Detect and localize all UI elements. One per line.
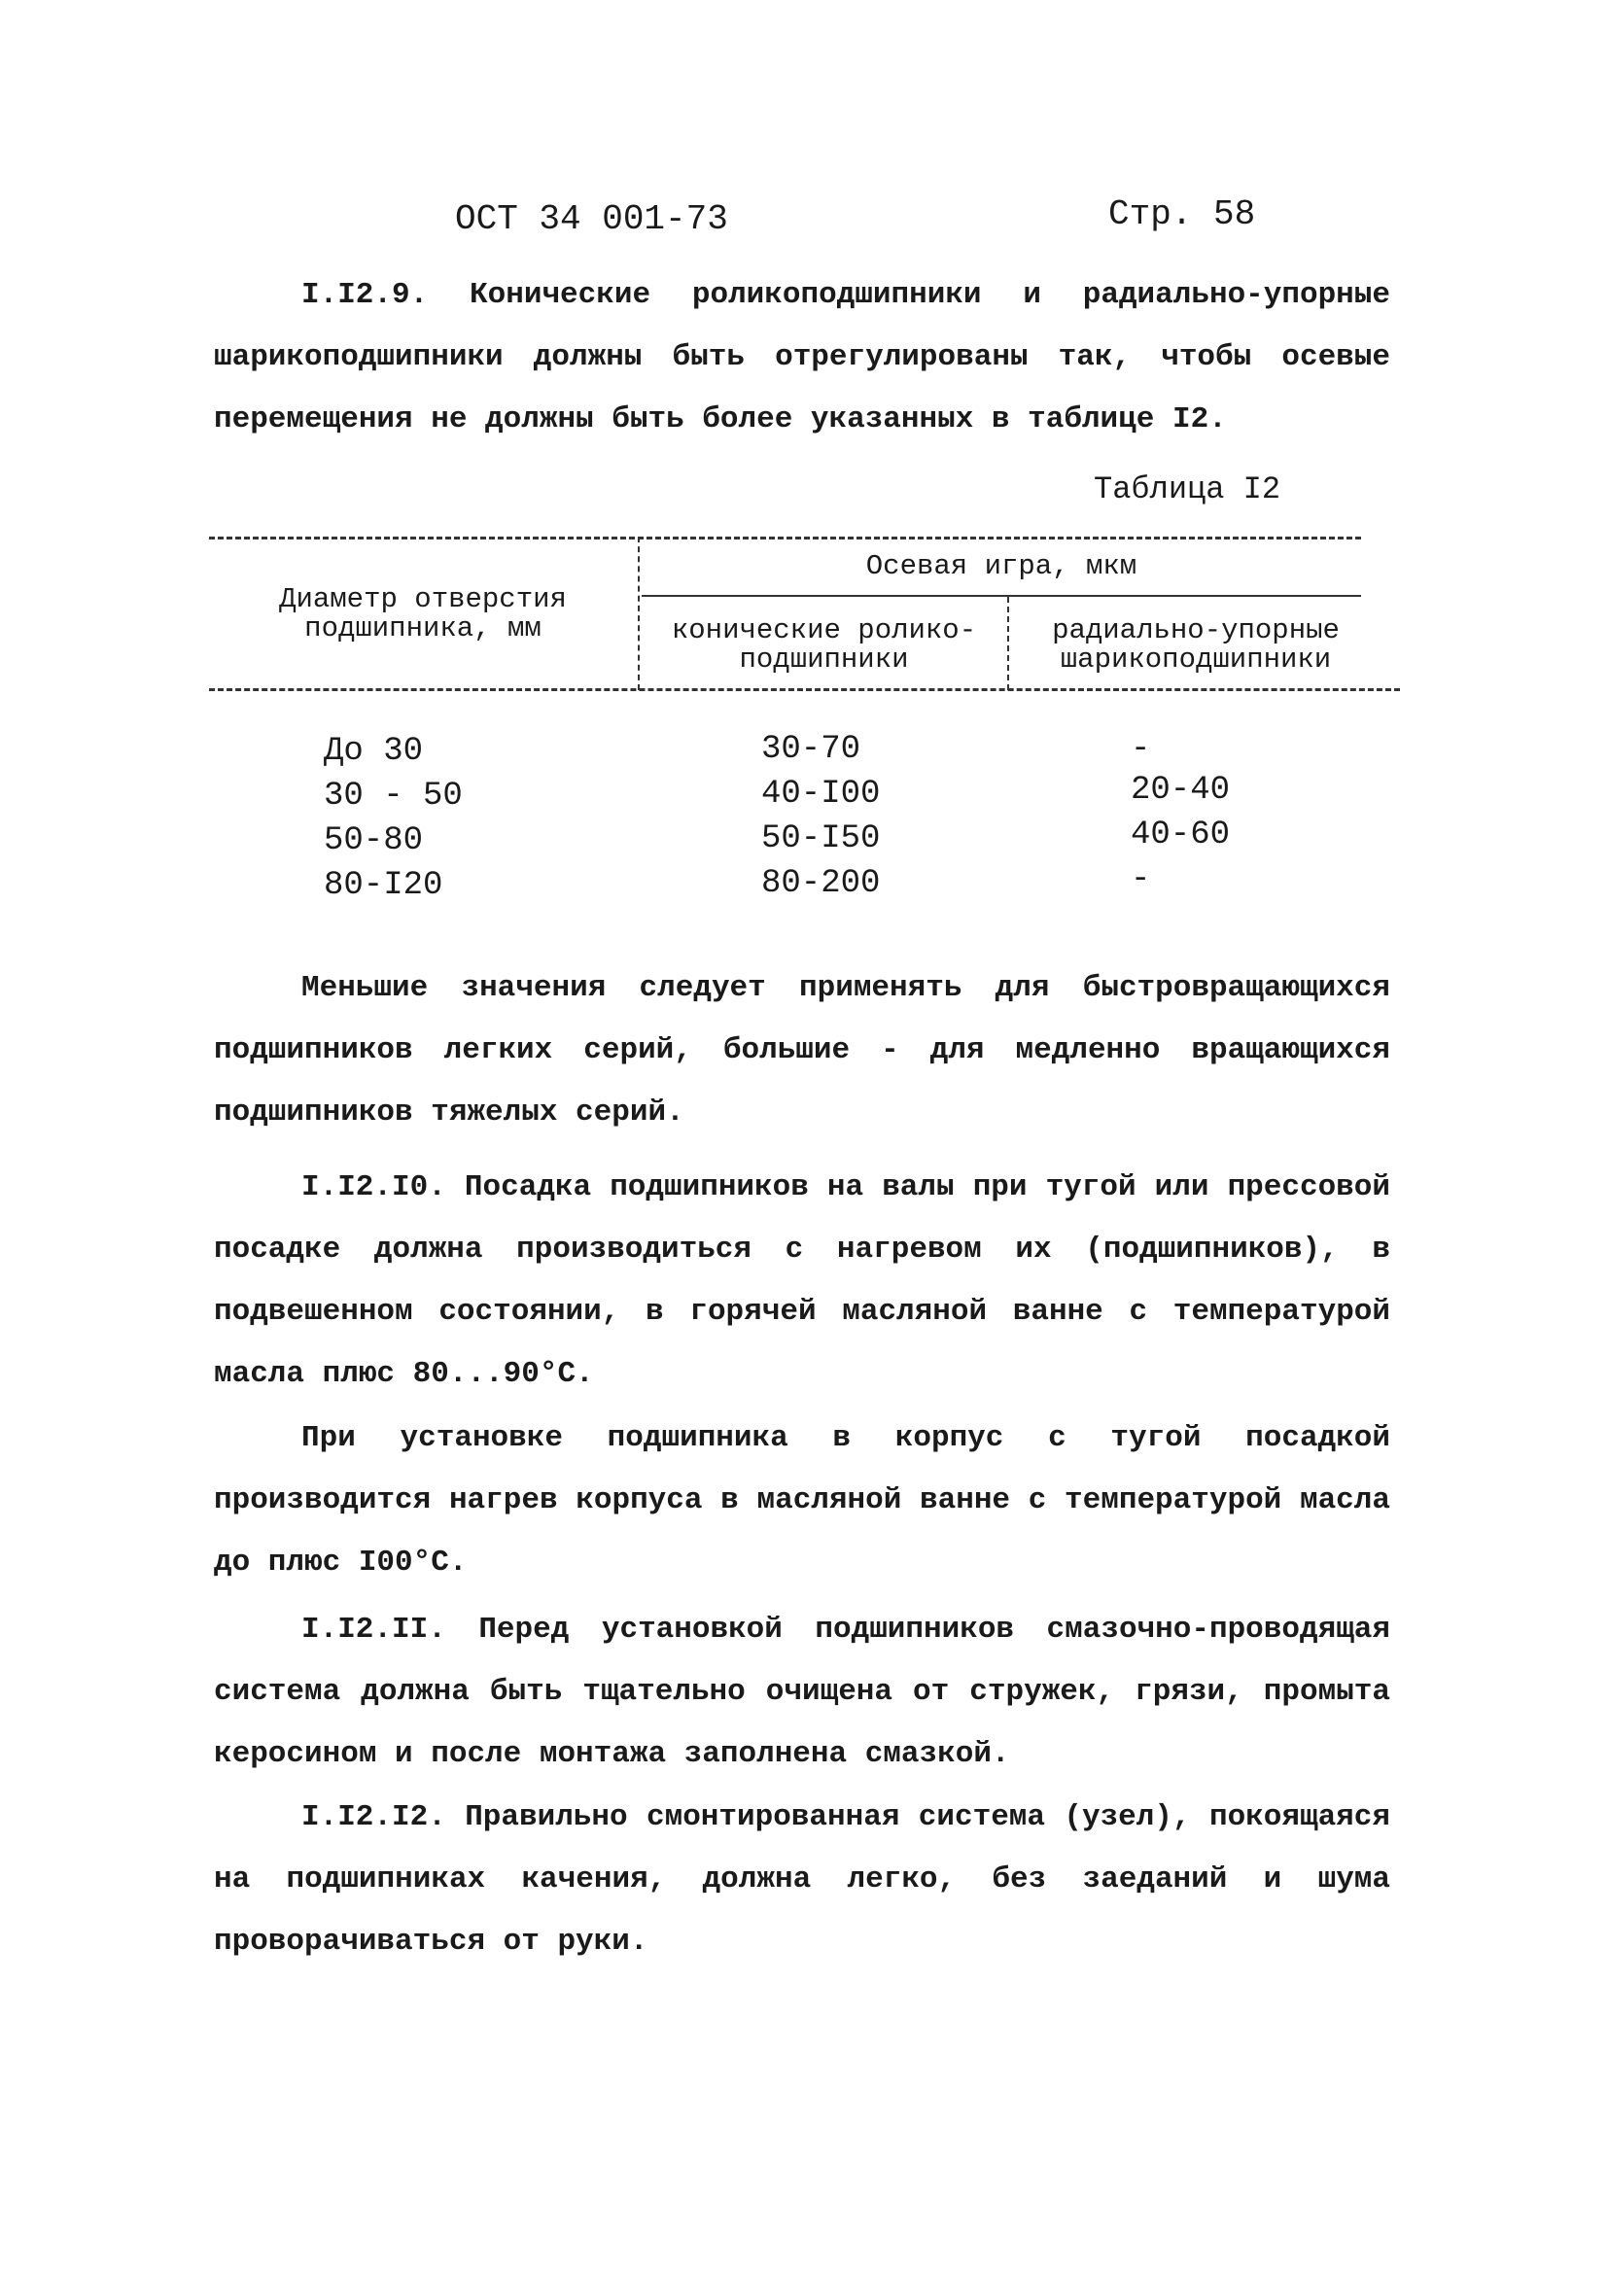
- table-top-rule: [209, 537, 1361, 539]
- table-cell-conical: 50-I50: [761, 820, 881, 857]
- paragraph-1-12-10: I.I2.I0. Посадка подшипников на валы при тугой или прессовой посадке должна производиться с нагревом их (подшипников), в подвешенном состоянии, в горячей масляной ванне с температурой масла плюс 80...90°С.: [214, 1170, 1390, 1391]
- column-header-radial-line2: шарикоподшипники: [1060, 644, 1332, 676]
- column-header-conical: [642, 616, 1006, 675]
- paragraph-install: При установке подшипника в корпус с тугой посадкой производится нагрев корпуса в масляной ванне с температурой масла до плюс I00°С.: [214, 1421, 1390, 1580]
- paragraph-note: Меньшие значения следует применять для быстровращающихся подшипников легких серий, большие - для медленно вращающихся подшипников тяжелых серий.: [214, 971, 1390, 1130]
- column-header-conical-line2: подшипники: [739, 644, 909, 676]
- column-header-diameter: [209, 585, 637, 644]
- table-cell-diameter: 50-80: [324, 822, 424, 859]
- table-column-divider-1: [638, 537, 640, 690]
- column-header-diameter-line2: подшипника, мм: [304, 612, 542, 644]
- table-caption: Таблица I2: [1094, 471, 1281, 507]
- column-header-diameter-line1: Диаметр отверстия: [279, 583, 567, 615]
- table-cell-radial: -: [1131, 731, 1151, 768]
- table-column-divider-2: [1007, 597, 1009, 690]
- table-cell-diameter: 30 - 50: [324, 778, 463, 815]
- table-cell-diameter: До 30: [324, 733, 424, 770]
- paragraph-1-12-11: I.I2.II. Перед установкой подшипников смазочно-проводящая система должна быть тщательно очищена от стружек, грязи, промыта керосином и после монтажа заполнена смазкой.: [214, 1613, 1390, 1771]
- group-header-rule: [642, 595, 1361, 597]
- column-header-conical-line1: конические ролико-: [671, 614, 977, 646]
- column-header-radial-line1: радиально-упорные: [1052, 614, 1340, 646]
- paragraph-1-12-12: I.I2.I2. Правильно смонтированная система (узел), покоящаяся на подшипниках качения, должна легко, без заеданий и шума проворачиваться от руки.: [214, 1800, 1390, 1959]
- table-cell-conical: 80-200: [761, 865, 881, 902]
- table-cell-conical: 40-I00: [761, 776, 881, 813]
- document-code: ОСТ 34 001-73: [455, 199, 728, 239]
- paragraph-1-12-9: I.I2.9. Конические роликоподшипники и радиально-упорные шарикоподшипники должны быть отрегулированы так, чтобы осевые перемещения не должны быть более указанных в таблице I2.: [214, 278, 1390, 436]
- column-group-header: Осевая игра, мкм: [865, 550, 1137, 582]
- table-cell-conical: 30-70: [761, 731, 861, 768]
- table-header-bottom-rule: [209, 688, 1400, 691]
- table-cell-diameter: 80-I20: [324, 867, 443, 904]
- column-header-radial: [1011, 616, 1381, 675]
- table-cell-radial: 20-40: [1131, 772, 1231, 809]
- page-number: Стр. 58: [1108, 194, 1256, 234]
- table-cell-radial: -: [1131, 861, 1151, 898]
- table-cell-radial: 40-60: [1131, 817, 1231, 853]
